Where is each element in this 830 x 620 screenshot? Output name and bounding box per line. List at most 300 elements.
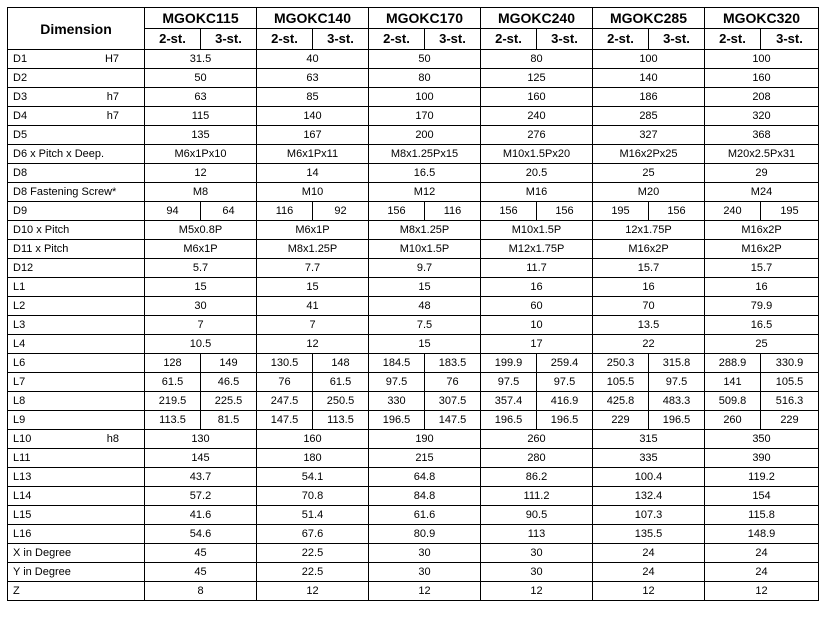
- value-cell: 15.7: [593, 259, 705, 278]
- value-cell-2-stage: 97.5: [369, 373, 425, 392]
- value-cell-3-stage: 149: [201, 354, 257, 373]
- dimension-name: L2: [13, 300, 26, 312]
- value-cell: 57.2: [145, 487, 257, 506]
- stage-header: 3-st.: [425, 29, 481, 50]
- value-cell: 80.9: [369, 525, 481, 544]
- model-header: MGOKC320: [705, 8, 819, 29]
- value-cell-3-stage: 156: [649, 202, 705, 221]
- value-cell: 115: [145, 107, 257, 126]
- table-row: [8, 107, 819, 126]
- value-cell: 180: [257, 449, 369, 468]
- dimension-label-cell: [8, 582, 145, 601]
- value-cell: 111.2: [481, 487, 593, 506]
- value-cell: 135: [145, 126, 257, 145]
- value-cell-3-stage: 416.9: [537, 392, 593, 411]
- value-cell-2-stage: 105.5: [593, 373, 649, 392]
- table-row: [8, 525, 819, 544]
- stage-header: 2-st.: [257, 29, 313, 50]
- model-header: MGOKC140: [257, 8, 369, 29]
- stage-header: 2-st.: [705, 29, 761, 50]
- value-cell: 119.2: [705, 468, 819, 487]
- value-cell: 368: [705, 126, 819, 145]
- table-row: [8, 297, 819, 316]
- value-cell: 54.6: [145, 525, 257, 544]
- value-cell: 285: [593, 107, 705, 126]
- value-cell: 12: [145, 164, 257, 183]
- value-cell: 12: [369, 582, 481, 601]
- value-cell-2-stage: 199.9: [481, 354, 537, 373]
- value-cell: 85: [257, 88, 369, 107]
- value-cell: 280: [481, 449, 593, 468]
- value-cell: 13.5: [593, 316, 705, 335]
- value-cell-2-stage: 330: [369, 392, 425, 411]
- dimension-name: D9: [13, 205, 28, 217]
- stage-header: 2-st.: [593, 29, 649, 50]
- value-cell: 125: [481, 69, 593, 88]
- value-cell: 90.5: [481, 506, 593, 525]
- value-cell: M20x2.5Px31: [705, 145, 819, 164]
- dimension-name: D1: [13, 53, 28, 65]
- dimension-label-cell: [8, 88, 145, 107]
- stage-header: 2-st.: [481, 29, 537, 50]
- dimension-label-cell: [8, 221, 145, 240]
- value-cell-3-stage: 516.3: [761, 392, 819, 411]
- table-row: [8, 88, 819, 107]
- value-cell: M16x2P: [705, 221, 819, 240]
- value-cell: M10x1.5P: [481, 221, 593, 240]
- value-cell: 14: [257, 164, 369, 183]
- value-cell: 12: [481, 582, 593, 601]
- value-cell-3-stage: 330.9: [761, 354, 819, 373]
- value-cell-3-stage: 92: [313, 202, 369, 221]
- dimension-label-cell: [8, 316, 145, 335]
- dimension-name: L1: [13, 281, 26, 293]
- value-cell: 15.7: [705, 259, 819, 278]
- value-cell: M6x1Px11: [257, 145, 369, 164]
- value-cell: 50: [369, 50, 481, 69]
- value-cell: 24: [705, 544, 819, 563]
- value-cell: 70: [593, 297, 705, 316]
- dimension-label-cell: [8, 69, 145, 88]
- value-cell: 40: [257, 50, 369, 69]
- value-cell: 16: [705, 278, 819, 297]
- value-cell: 22: [593, 335, 705, 354]
- value-cell-3-stage: 148: [313, 354, 369, 373]
- value-cell-2-stage: 250.3: [593, 354, 649, 373]
- value-cell-3-stage: 225.5: [201, 392, 257, 411]
- value-cell: M10: [257, 183, 369, 202]
- value-cell: 67.6: [257, 525, 369, 544]
- value-cell: 100: [593, 50, 705, 69]
- table-row: [8, 278, 819, 297]
- table-row: [8, 487, 819, 506]
- dimension-name: L6: [13, 357, 26, 369]
- value-cell-2-stage: 425.8: [593, 392, 649, 411]
- stage-header: 3-st.: [313, 29, 369, 50]
- model-header: MGOKC115: [145, 8, 257, 29]
- value-cell-2-stage: 113.5: [145, 411, 201, 430]
- dimension-label-cell: [8, 145, 145, 164]
- value-cell: 16.5: [369, 164, 481, 183]
- dimension-name: L9: [13, 414, 26, 426]
- tolerance-code: h8: [106, 433, 119, 445]
- dimension-name: L16: [13, 528, 32, 540]
- dimension-spec-table: [7, 7, 819, 601]
- value-cell-2-stage: 219.5: [145, 392, 201, 411]
- dimension-label-cell: [8, 202, 145, 221]
- dimension-label-cell: [8, 411, 145, 430]
- tolerance-code: h7: [106, 110, 119, 122]
- value-cell: 10.5: [145, 335, 257, 354]
- dimension-label-cell: [8, 563, 145, 582]
- value-cell: 86.2: [481, 468, 593, 487]
- table-row: [8, 563, 819, 582]
- table-row: [8, 392, 819, 411]
- table-row: [8, 50, 819, 69]
- value-cell: 50: [145, 69, 257, 88]
- value-cell: 12x1.75P: [593, 221, 705, 240]
- value-cell: 45: [145, 544, 257, 563]
- value-cell-2-stage: 196.5: [369, 411, 425, 430]
- value-cell: 25: [705, 335, 819, 354]
- dimension-label-cell: [8, 544, 145, 563]
- value-cell: 11.7: [481, 259, 593, 278]
- table-row: [8, 582, 819, 601]
- value-cell: 20.5: [481, 164, 593, 183]
- value-cell: 80: [369, 69, 481, 88]
- value-cell-3-stage: 156: [537, 202, 593, 221]
- dimension-name: L15: [13, 509, 32, 521]
- value-cell: 240: [481, 107, 593, 126]
- value-cell: 15: [369, 278, 481, 297]
- value-cell: 48: [369, 297, 481, 316]
- value-cell: 140: [257, 107, 369, 126]
- dimension-name: L11: [13, 452, 31, 464]
- value-cell: M16x2Px25: [593, 145, 705, 164]
- dimension-name: L4: [13, 338, 26, 350]
- dimension-label-cell: [8, 335, 145, 354]
- value-cell: 7.7: [257, 259, 369, 278]
- value-cell-2-stage: 116: [257, 202, 313, 221]
- dimension-label-cell: [8, 373, 145, 392]
- value-cell-3-stage: 250.5: [313, 392, 369, 411]
- value-cell: 160: [481, 88, 593, 107]
- value-cell: 30: [145, 297, 257, 316]
- dimension-label-cell: [8, 164, 145, 183]
- value-cell: 215: [369, 449, 481, 468]
- value-cell: 80: [481, 50, 593, 69]
- value-cell: 170: [369, 107, 481, 126]
- table-row: [8, 430, 819, 449]
- value-cell: 100.4: [593, 468, 705, 487]
- dimension-name: D8: [13, 167, 28, 179]
- dimension-label-cell: [8, 126, 145, 145]
- value-cell-3-stage: 76: [425, 373, 481, 392]
- dimension-label-cell: [8, 297, 145, 316]
- dimension-name: L14: [13, 490, 32, 502]
- value-cell-3-stage: 81.5: [201, 411, 257, 430]
- value-cell-3-stage: 196.5: [537, 411, 593, 430]
- dimension-label-cell: [8, 107, 145, 126]
- value-cell-2-stage: 128: [145, 354, 201, 373]
- value-cell: 135.5: [593, 525, 705, 544]
- value-cell-3-stage: 105.5: [761, 373, 819, 392]
- model-header: MGOKC285: [593, 8, 705, 29]
- dimension-label-cell: [8, 506, 145, 525]
- dimension-header: Dimension: [8, 8, 145, 50]
- dimension-name: Z: [13, 585, 20, 597]
- dimension-name: L7: [13, 376, 26, 388]
- value-cell: M6x1P: [257, 221, 369, 240]
- value-cell: M8x1.25P: [369, 221, 481, 240]
- value-cell: 148.9: [705, 525, 819, 544]
- table-row: [8, 544, 819, 563]
- value-cell: 31.5: [145, 50, 257, 69]
- value-cell: 12: [593, 582, 705, 601]
- value-cell: 9.7: [369, 259, 481, 278]
- value-cell: 16: [593, 278, 705, 297]
- value-cell: 22.5: [257, 563, 369, 582]
- value-cell: 335: [593, 449, 705, 468]
- value-cell: 154: [705, 487, 819, 506]
- table-row: [8, 202, 819, 221]
- value-cell: 200: [369, 126, 481, 145]
- dimension-label-cell: [8, 259, 145, 278]
- dimension-label-cell: [8, 525, 145, 544]
- dimension-label-cell: [8, 354, 145, 373]
- value-cell: 208: [705, 88, 819, 107]
- tolerance-code: H7: [104, 53, 119, 65]
- value-cell: 41: [257, 297, 369, 316]
- value-cell-2-stage: 130.5: [257, 354, 313, 373]
- value-cell: M8x1.25P: [257, 240, 369, 259]
- value-cell: 186: [593, 88, 705, 107]
- value-cell-3-stage: 46.5: [201, 373, 257, 392]
- value-cell-3-stage: 147.5: [425, 411, 481, 430]
- value-cell-3-stage: 97.5: [649, 373, 705, 392]
- value-cell: 24: [593, 563, 705, 582]
- dimension-name: D5: [13, 129, 28, 141]
- stage-header: 3-st.: [649, 29, 705, 50]
- dimension-label-cell: [8, 50, 145, 69]
- value-cell-2-stage: 156: [369, 202, 425, 221]
- value-cell-2-stage: 196.5: [481, 411, 537, 430]
- value-cell: 29: [705, 164, 819, 183]
- value-cell-2-stage: 147.5: [257, 411, 313, 430]
- value-cell-2-stage: 229: [593, 411, 649, 430]
- value-cell-3-stage: 97.5: [537, 373, 593, 392]
- table-row: [8, 373, 819, 392]
- value-cell: 8: [145, 582, 257, 601]
- dimension-label-cell: [8, 487, 145, 506]
- value-cell: 22.5: [257, 544, 369, 563]
- value-cell: 320: [705, 107, 819, 126]
- value-cell-2-stage: 76: [257, 373, 313, 392]
- value-cell: M12x1.75P: [481, 240, 593, 259]
- value-cell-3-stage: 116: [425, 202, 481, 221]
- table-row: [8, 335, 819, 354]
- value-cell-3-stage: 113.5: [313, 411, 369, 430]
- value-cell-2-stage: 97.5: [481, 373, 537, 392]
- value-cell: 10: [481, 316, 593, 335]
- table-row: [8, 468, 819, 487]
- value-cell: M8x1.25Px15: [369, 145, 481, 164]
- value-cell: 79.9: [705, 297, 819, 316]
- value-cell: 167: [257, 126, 369, 145]
- value-cell: 7: [145, 316, 257, 335]
- table-row: [8, 411, 819, 430]
- value-cell: M10x1.5P: [369, 240, 481, 259]
- value-cell-2-stage: 195: [593, 202, 649, 221]
- value-cell: 100: [705, 50, 819, 69]
- value-cell: 130: [145, 430, 257, 449]
- value-cell: 25: [593, 164, 705, 183]
- dimension-name: D10 x Pitch: [13, 224, 70, 236]
- value-cell-2-stage: 509.8: [705, 392, 761, 411]
- dimension-name: D6 x Pitch x Deep.: [13, 148, 105, 160]
- value-cell: M8: [145, 183, 257, 202]
- value-cell: 17: [481, 335, 593, 354]
- value-cell: M24: [705, 183, 819, 202]
- dimension-name: L10: [13, 433, 32, 445]
- value-cell-3-stage: 183.5: [425, 354, 481, 373]
- value-cell: M16: [481, 183, 593, 202]
- value-cell: 63: [145, 88, 257, 107]
- value-cell: 327: [593, 126, 705, 145]
- table-row: [8, 259, 819, 278]
- value-cell: M20: [593, 183, 705, 202]
- table-body: [8, 50, 819, 601]
- dimension-name: L3: [13, 319, 26, 331]
- dimension-name: X in Degree: [13, 547, 72, 559]
- value-cell: 45: [145, 563, 257, 582]
- value-cell-2-stage: 61.5: [145, 373, 201, 392]
- value-cell: 41.6: [145, 506, 257, 525]
- dimension-label-cell: [8, 240, 145, 259]
- value-cell-3-stage: 64: [201, 202, 257, 221]
- value-cell: 115.8: [705, 506, 819, 525]
- value-cell: 276: [481, 126, 593, 145]
- model-header: MGOKC170: [369, 8, 481, 29]
- stage-header: 2-st.: [369, 29, 425, 50]
- tolerance-code: h7: [106, 91, 119, 103]
- value-cell: M12: [369, 183, 481, 202]
- dimension-label-cell: [8, 392, 145, 411]
- dimension-name: L13: [13, 471, 32, 483]
- value-cell: 43.7: [145, 468, 257, 487]
- value-cell-2-stage: 247.5: [257, 392, 313, 411]
- value-cell: 15: [369, 335, 481, 354]
- value-cell: 12: [257, 582, 369, 601]
- value-cell: 63: [257, 69, 369, 88]
- table-row: [8, 316, 819, 335]
- dimension-name: L8: [13, 395, 26, 407]
- value-cell: 15: [257, 278, 369, 297]
- value-cell: 30: [481, 544, 593, 563]
- value-cell-2-stage: 156: [481, 202, 537, 221]
- value-cell: 5.7: [145, 259, 257, 278]
- value-cell: 132.4: [593, 487, 705, 506]
- value-cell: 390: [705, 449, 819, 468]
- value-cell: 315: [593, 430, 705, 449]
- value-cell: 160: [705, 69, 819, 88]
- value-cell: 190: [369, 430, 481, 449]
- value-cell-3-stage: 196.5: [649, 411, 705, 430]
- dimension-name: D4: [13, 110, 28, 122]
- model-header-row: [8, 8, 819, 29]
- value-cell: 54.1: [257, 468, 369, 487]
- table-row: [8, 221, 819, 240]
- value-cell: M6x1Px10: [145, 145, 257, 164]
- value-cell: 64.8: [369, 468, 481, 487]
- value-cell: 51.4: [257, 506, 369, 525]
- value-cell-2-stage: 184.5: [369, 354, 425, 373]
- table-row: [8, 506, 819, 525]
- value-cell-2-stage: 141: [705, 373, 761, 392]
- table-row: [8, 145, 819, 164]
- value-cell-3-stage: 195: [761, 202, 819, 221]
- value-cell-2-stage: 94: [145, 202, 201, 221]
- value-cell: 107.3: [593, 506, 705, 525]
- dimension-label-cell: [8, 430, 145, 449]
- stage-header: 3-st.: [201, 29, 257, 50]
- value-cell: 30: [369, 563, 481, 582]
- value-cell: 61.6: [369, 506, 481, 525]
- value-cell-3-stage: 307.5: [425, 392, 481, 411]
- value-cell: M10x1.5Px20: [481, 145, 593, 164]
- value-cell-3-stage: 315.8: [649, 354, 705, 373]
- value-cell: M5x0.8P: [145, 221, 257, 240]
- dimension-name: D2: [13, 72, 28, 84]
- value-cell: 15: [145, 278, 257, 297]
- table-row: [8, 449, 819, 468]
- value-cell-2-stage: 240: [705, 202, 761, 221]
- table-row: [8, 69, 819, 88]
- table-row: [8, 126, 819, 145]
- value-cell: 100: [369, 88, 481, 107]
- value-cell: 140: [593, 69, 705, 88]
- stage-header: 3-st.: [761, 29, 819, 50]
- value-cell: 12: [257, 335, 369, 354]
- table-row: [8, 164, 819, 183]
- value-cell: 16: [481, 278, 593, 297]
- stage-header: 2-st.: [145, 29, 201, 50]
- value-cell: 60: [481, 297, 593, 316]
- value-cell: 260: [481, 430, 593, 449]
- value-cell-2-stage: 288.9: [705, 354, 761, 373]
- value-cell-3-stage: 259.4: [537, 354, 593, 373]
- dimension-label-cell: [8, 449, 145, 468]
- table-row: [8, 183, 819, 202]
- value-cell: 145: [145, 449, 257, 468]
- value-cell-3-stage: 61.5: [313, 373, 369, 392]
- value-cell: M16x2P: [593, 240, 705, 259]
- value-cell: 70.8: [257, 487, 369, 506]
- table-row: [8, 240, 819, 259]
- table-row: [8, 354, 819, 373]
- dimension-label-cell: [8, 183, 145, 202]
- dimension-label-cell: [8, 468, 145, 487]
- dimension-name: Y in Degree: [13, 566, 71, 578]
- spec-table-container: [7, 7, 819, 601]
- value-cell-2-stage: 357.4: [481, 392, 537, 411]
- value-cell-3-stage: 229: [761, 411, 819, 430]
- value-cell: 30: [369, 544, 481, 563]
- value-cell: 160: [257, 430, 369, 449]
- dimension-name: D3: [13, 91, 28, 103]
- value-cell: 24: [705, 563, 819, 582]
- value-cell-2-stage: 260: [705, 411, 761, 430]
